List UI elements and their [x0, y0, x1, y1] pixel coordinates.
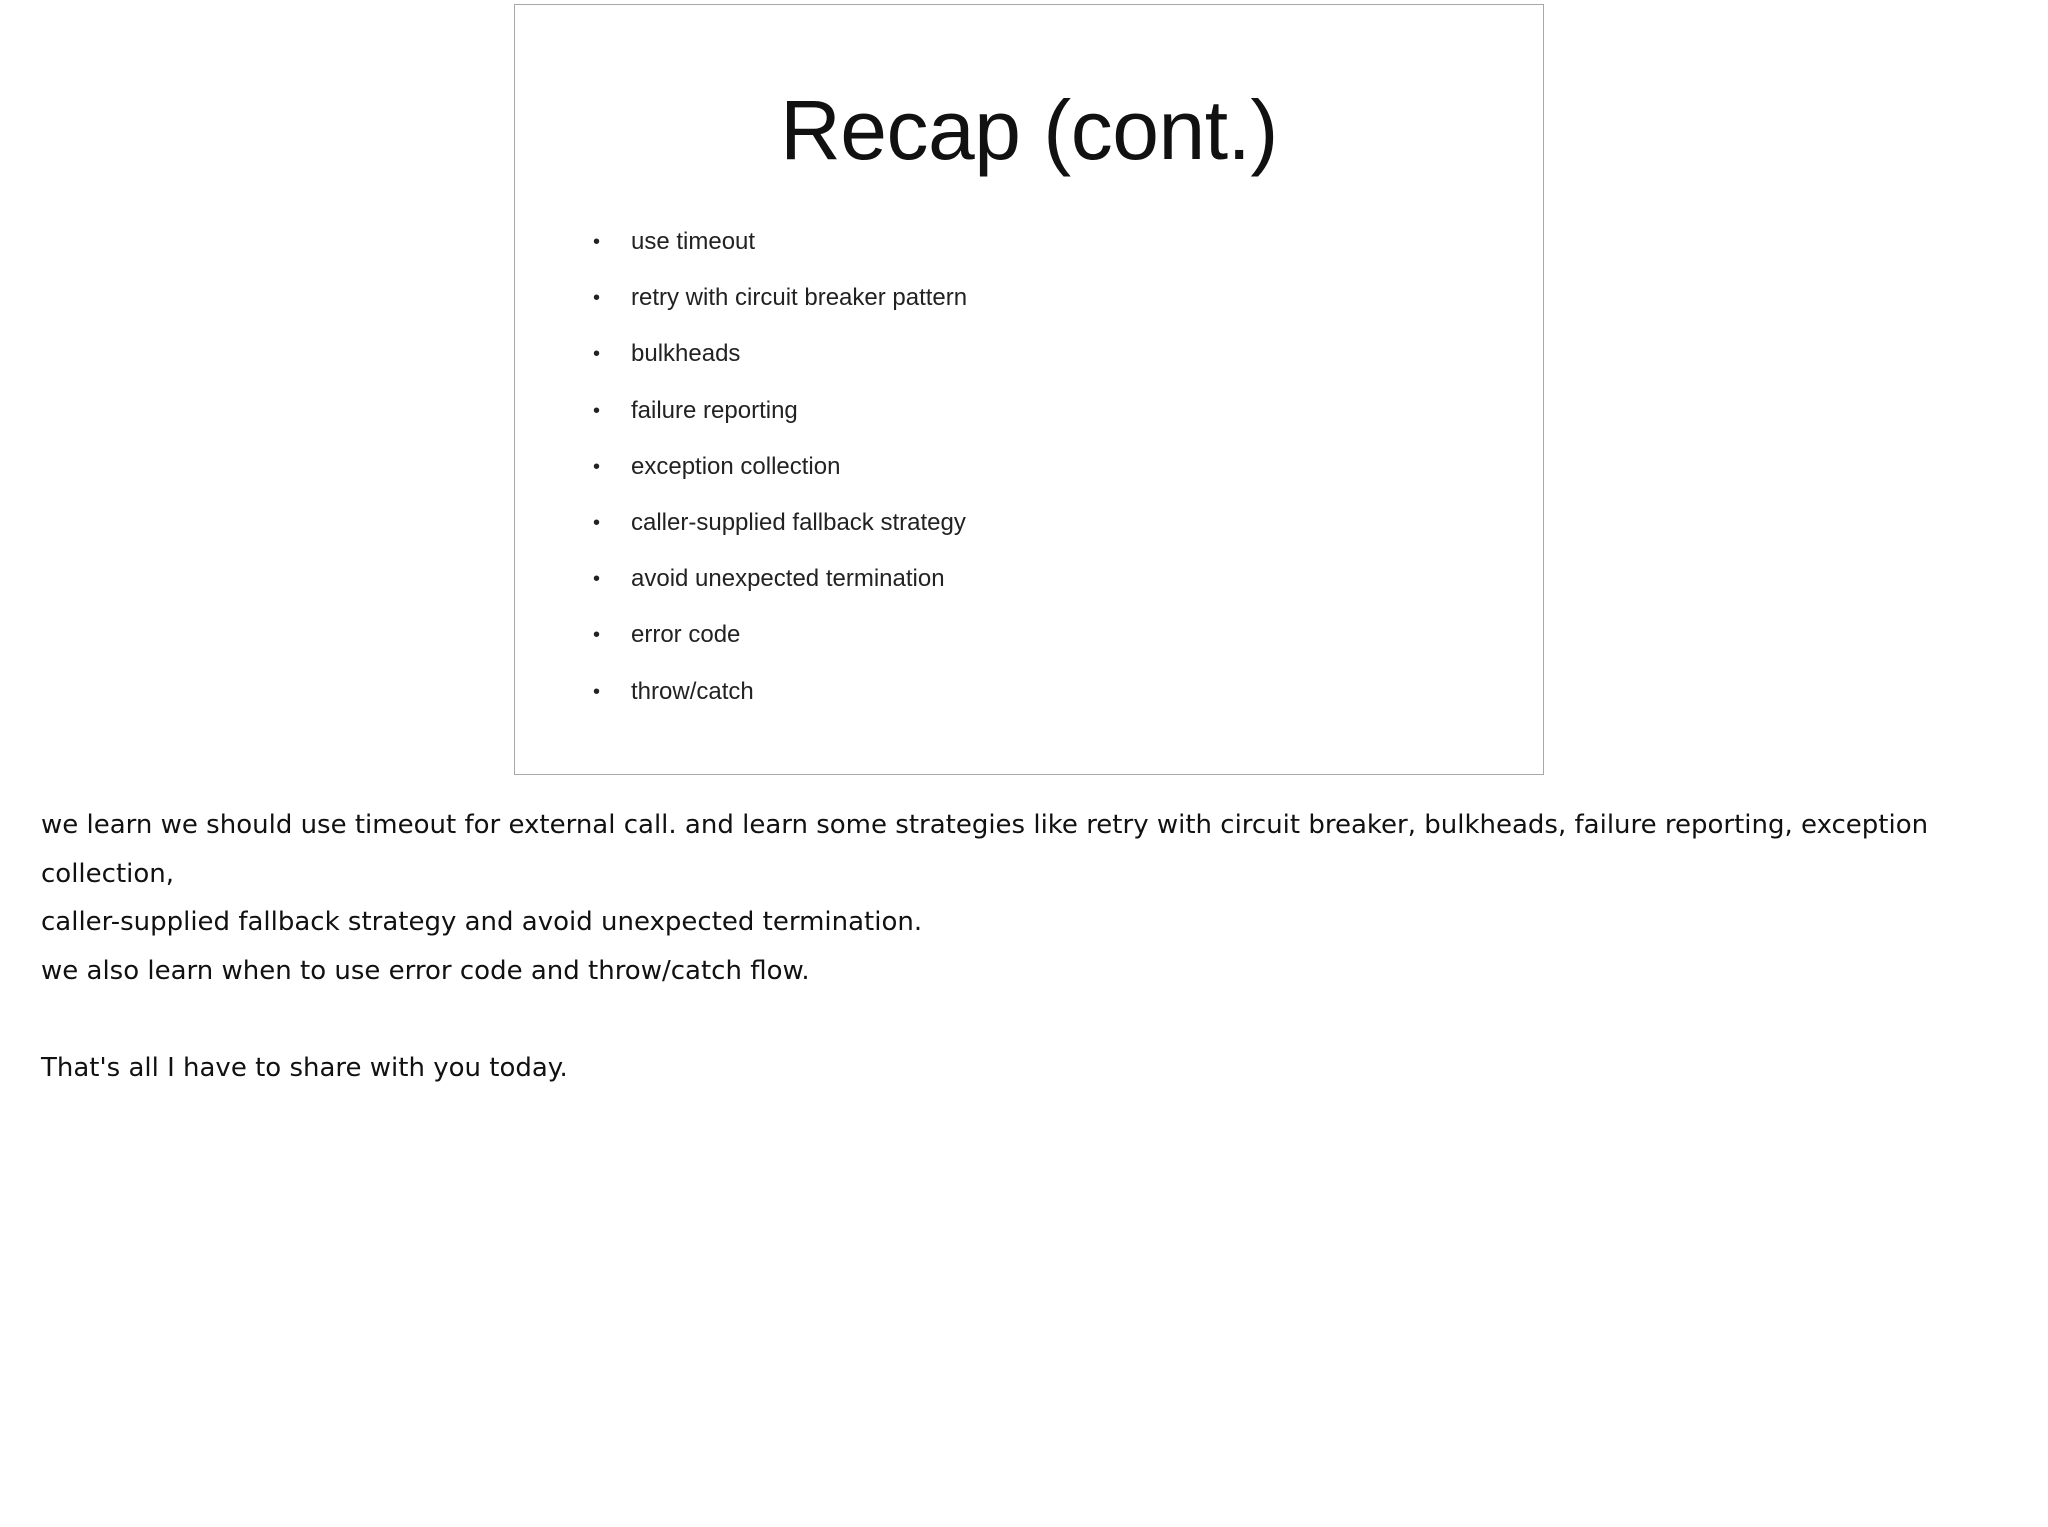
bullet-item: [591, 439, 967, 495]
bullet-item: [591, 326, 967, 382]
notes-line: That's all I have to share with you today.: [41, 1052, 568, 1083]
bullet-item: [591, 495, 967, 551]
bullet-text: use timeout: [631, 228, 756, 255]
bullet-item: [591, 607, 967, 663]
bullet-text: caller-supplied fallback strategy: [631, 508, 966, 536]
bullet-text: retry with circuit breaker pattern: [631, 284, 968, 312]
notes-spacer: [41, 995, 2031, 1044]
bullet-text: failure reporting: [631, 396, 798, 424]
bullet-item: [591, 270, 967, 326]
slide-title: Recap (cont.): [780, 83, 1278, 177]
bullet-dot-icon: •: [593, 511, 601, 534]
notes-line: caller-supplied fallback strategy and avoid unexpected termination.: [41, 907, 923, 937]
notes-line: we learn we should use timeout for external call. and learn some strategies like retry with circuit breaker, bulkheads, failure reporting, exception collection,: [41, 810, 1929, 889]
bullet-text: exception collection: [631, 452, 841, 480]
bullet-text: throw/catch: [631, 677, 754, 705]
bullet-item: [591, 664, 967, 720]
bullet-list: [591, 214, 967, 720]
bullet-text: error code: [631, 621, 741, 649]
bullet-item: [591, 214, 967, 270]
bullet-text: avoid unexpected termination: [631, 565, 945, 593]
bullet-text: bulkheads: [631, 340, 741, 368]
notes-line: we also learn when to use error code and throw/catch flow.: [41, 955, 810, 986]
bullet-dot-icon: •: [593, 231, 601, 253]
bullet-dot-icon: •: [593, 399, 601, 422]
bullet-dot-icon: •: [593, 287, 601, 310]
bullet-item: [591, 551, 967, 607]
bullet-dot-icon: •: [593, 680, 601, 703]
bullet-dot-icon: •: [593, 568, 601, 591]
speaker-notes: [41, 801, 2031, 1092]
bullet-dot-icon: •: [593, 343, 601, 366]
bullet-dot-icon: •: [593, 624, 601, 647]
bullet-item: [591, 383, 967, 439]
slide: [514, 4, 1544, 775]
bullet-dot-icon: •: [593, 455, 601, 478]
